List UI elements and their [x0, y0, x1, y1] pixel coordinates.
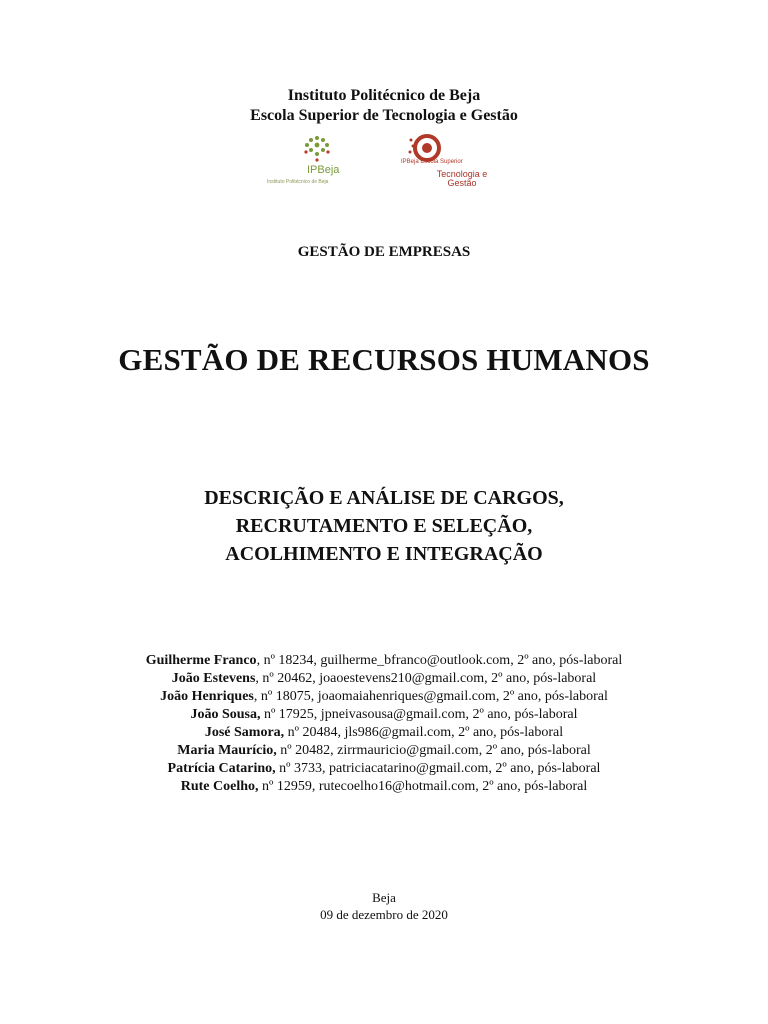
author-row: [0, 742, 768, 760]
author-details: , nº 18075, joaomaiahenriques@gmail.com, 2º ano, pós-laboral: [253, 689, 608, 704]
author-name: José Samora,: [204, 725, 285, 740]
institution-header: [0, 86, 768, 126]
author-details: nº 20482, zirrmauricio@gmail.com, 2º ano, pós-laboral: [276, 743, 591, 758]
author-name: João Henriques: [160, 689, 254, 704]
subtitle-line-3: ACOLHIMENTO E INTEGRAÇÃO: [225, 543, 543, 565]
course-name: GESTÃO DE EMPRESAS: [297, 244, 471, 260]
authors-list: [0, 652, 768, 796]
logos-row: [0, 134, 768, 194]
estig-logo-small-text: IPBeja Escola Superior: [401, 159, 463, 165]
ipbeja-logo: [267, 134, 367, 194]
author-name: João Sousa,: [190, 707, 261, 722]
estig-logo: [401, 134, 501, 194]
ipbeja-logo-subtitle: Instituto Politécnico de Beja: [267, 179, 329, 185]
author-row: [0, 778, 768, 796]
author-row: [0, 760, 768, 778]
ipbeja-logo-name: IPBeja: [307, 164, 340, 176]
place: Beja: [372, 890, 396, 905]
author-row: [0, 670, 768, 688]
author-name: João Estevens: [171, 671, 256, 686]
document-title: GESTÃO DE RECURSOS HUMANOS: [118, 342, 650, 377]
author-details: nº 20484, jls986@gmail.com, 2º ano, pós-laboral: [284, 725, 564, 740]
author-name: Guilherme Franco: [145, 653, 257, 668]
author-row: [0, 724, 768, 742]
author-row: [0, 688, 768, 706]
estig-logo-main-text: Tecnologia e Gestão: [436, 169, 488, 188]
institute-name: Instituto Politécnico de Beja: [287, 87, 481, 104]
school-name: Escola Superior de Tecnologia e Gestão: [250, 107, 518, 124]
author-details: nº 12959, rutecoelho16@hotmail.com, 2º ano, pós-laboral: [258, 779, 588, 794]
place-and-date: [0, 889, 768, 923]
author-row: [0, 652, 768, 670]
author-details: , nº 20462, joaoestevens210@gmail.com, 2º ano, pós-laboral: [255, 671, 597, 686]
ipbeja-dots-icon: [267, 134, 367, 166]
date: 09 de dezembro de 2020: [320, 907, 448, 922]
author-details: nº 17925, jpneivasousa@gmail.com, 2º ano, pós-laboral: [260, 707, 578, 722]
author-name: Maria Maurício,: [177, 743, 277, 758]
author-name: Patrícia Catarino,: [167, 761, 276, 776]
document-subtitle: [0, 484, 768, 568]
subtitle-line-1: DESCRIÇÃO E ANÁLISE DE CARGOS,: [204, 487, 564, 509]
author-row: [0, 706, 768, 724]
author-details: , nº 18234, guilherme_bfranco@outlook.com, 2º ano, pós-laboral: [256, 653, 623, 668]
author-name: Rute Coelho,: [180, 779, 259, 794]
subtitle-line-2: RECRUTAMENTO E SELEÇÃO,: [235, 515, 533, 537]
author-details: nº 3733, patriciacatarino@gmail.com, 2º ano, pós-laboral: [275, 761, 601, 776]
